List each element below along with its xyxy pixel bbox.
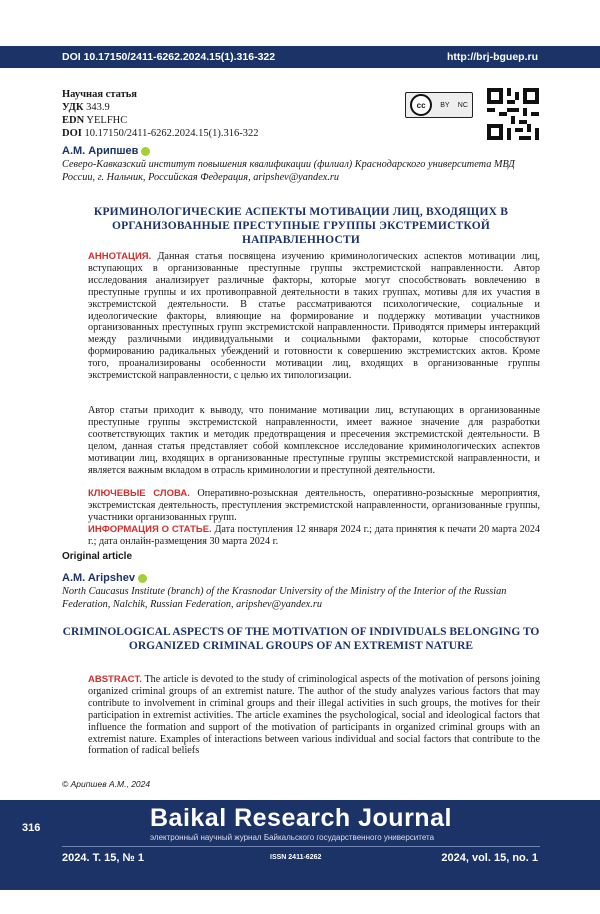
author-en: A.M. Aripshev (62, 572, 147, 584)
issn: ISSN 2411-6262 (270, 854, 321, 861)
page-number: 316 (22, 822, 40, 834)
keywords-ru (88, 488, 540, 524)
journal-name: Baikal Research Journal (150, 804, 452, 833)
footer (0, 800, 600, 890)
qr-code-icon (487, 88, 539, 140)
top-bar (0, 46, 600, 68)
keywords-ru-text: Оперативно-розыскная деятельность, оперативно-розыскные мероприятия, экстремистская деятельность, преступления экстремистской направленности, организованные группы, участники организованных групп. (88, 488, 540, 523)
abstract-ru-text-1: Данная статья посвящена изучению криминологических аспектов мотивации лиц, вступающих в организованные преступные группы экстремистской направленности. Автор исследования анализирует различные факторы, которые могут способствовать вовлечению в преступные группы и их противоправной деятельности в таких группах, мотивы для их участия в экстремистской деятельности. В статье рассматриваются психологические, социальные и идеологические факторы, влияющие на формирование и поддержку мотивации участников организованных преступных групп экстремистской направленности. Приводятся примеры интеракций между различными индивидуальными и социальными факторами, которые способствуют формированию радикальных убеждений и готовности к совершению экстремистских актов. Кроме того, проанализированы особенности мотивации лиц, входящих в организованные группы экстремистской направленности, с целью их типологизации. (88, 251, 540, 381)
info-ru-text: Дата поступления 12 января 2024 г.; дата принятия к печати 20 марта 2024 г.; дата онлайн-размещения 30 марта 2024 г. (88, 524, 540, 547)
keywords-label-ru: КЛЮЧЕВЫЕ СЛОВА. (88, 488, 190, 499)
doi-label: DOI (62, 128, 82, 139)
udk-label: УДК (62, 102, 83, 113)
footer-divider (62, 846, 540, 847)
edn-value: YELFHC (86, 115, 127, 126)
abstract-ru (88, 251, 540, 382)
doi-value[interactable]: 10.17150/2411-6262.2024.15(1).316-322 (84, 128, 258, 139)
abstract-ru-conclusion: Автор статьи приходит к выводу, что понимание мотивации лиц, вступающих в организованные преступные группы экстремистской направленности, имеет важное значение для разработки соответствующих тактик и методик предотвращения и пресечения экстремистской деятельности. В целом, данная статья представляет собой комплексное исследование криминологических аспектов мотивации лиц, входящих в организованные преступные группы экстремистской направленности, и является важным вкладом в отрасль криминологии и преступной деятельности. (88, 405, 540, 476)
abstract-label-en: ABSTRACT. (88, 674, 142, 685)
info-label-ru: ИНФОРМАЦИЯ О СТАТЬЕ. (88, 524, 212, 535)
udk-value: 343.9 (86, 102, 110, 113)
nc-icon: NC (458, 102, 468, 109)
title-en: CRIMINOLOGICAL ASPECTS OF THE MOTIVATION OF INDIVIDUALS BELONGING TO ORGANIZED CRIMINAL GROUPS OF AN EXTREMIST NATURE (62, 625, 540, 653)
orcid-icon[interactable] (141, 147, 150, 156)
copyright: © Арипшев А.М., 2024 (62, 779, 150, 789)
edn-label: EDN (62, 115, 84, 126)
author-ru: А.М. Арипшев (62, 145, 150, 157)
header-doi[interactable]: DOI 10.17150/2411-6262.2024.15(1).316-322 (62, 51, 275, 63)
article-type: Научная статья (62, 89, 137, 100)
affiliation-ru: Северо-Кавказский институт повышения квалификации (филиал) Краснодарского университета МВД России, г. Нальчик, Российская Федерация, aripshev@yandex.ru (62, 158, 540, 184)
article-type-en: Original article (62, 551, 132, 562)
header-url-link[interactable]: http://brj-bguep.ru (447, 51, 538, 63)
abstract-label-ru: АННОТАЦИЯ. (88, 251, 151, 262)
affiliation-en: North Caucasus Institute (branch) of the Krasnodar University of the Ministry of the Interior of the Russian Federation, Nalchik, Russian Federation, aripshev@yandex.ru (62, 585, 540, 611)
orcid-icon[interactable] (138, 574, 147, 583)
by-icon: BY (440, 102, 449, 109)
article-info-ru (88, 524, 540, 548)
cc-license-badge[interactable] (405, 92, 473, 118)
volume-ru: 2024. Т. 15, № 1 (62, 852, 144, 864)
cc-icon: cc (410, 94, 432, 116)
volume-en: 2024, vol. 15, no. 1 (441, 852, 538, 864)
journal-subtitle: электронный научный журнал Байкальского государственного университета (150, 833, 434, 842)
title-ru: КРИМИНОЛОГИЧЕСКИЕ АСПЕКТЫ МОТИВАЦИИ ЛИЦ, ВХОДЯЩИХ В ОРГАНИЗОВАННЫЕ ПРЕСТУПНЫЕ ГРУППЫ ЭКСТРЕМИСТКОЙ НАПРАВЛЕННОСТИ (62, 205, 540, 247)
article-meta (62, 88, 258, 140)
abstract-en (88, 674, 540, 757)
abstract-en-text: The article is devoted to the study of criminological aspects of the motivation of persons joining organized criminal groups of an extremist nature. The author of the study analyzes various factors that may contribute to involvement in criminal groups and their illegal activities in such groups, the motives for their participation in extremist activities. The article examines the psychological, social and ideological factors that influence the formation and support of the motivation of participants in organized criminal groups with an extremist nature. Examples of interactions between various individual and social factors that contribute to the formation of radical beliefs (88, 674, 540, 756)
